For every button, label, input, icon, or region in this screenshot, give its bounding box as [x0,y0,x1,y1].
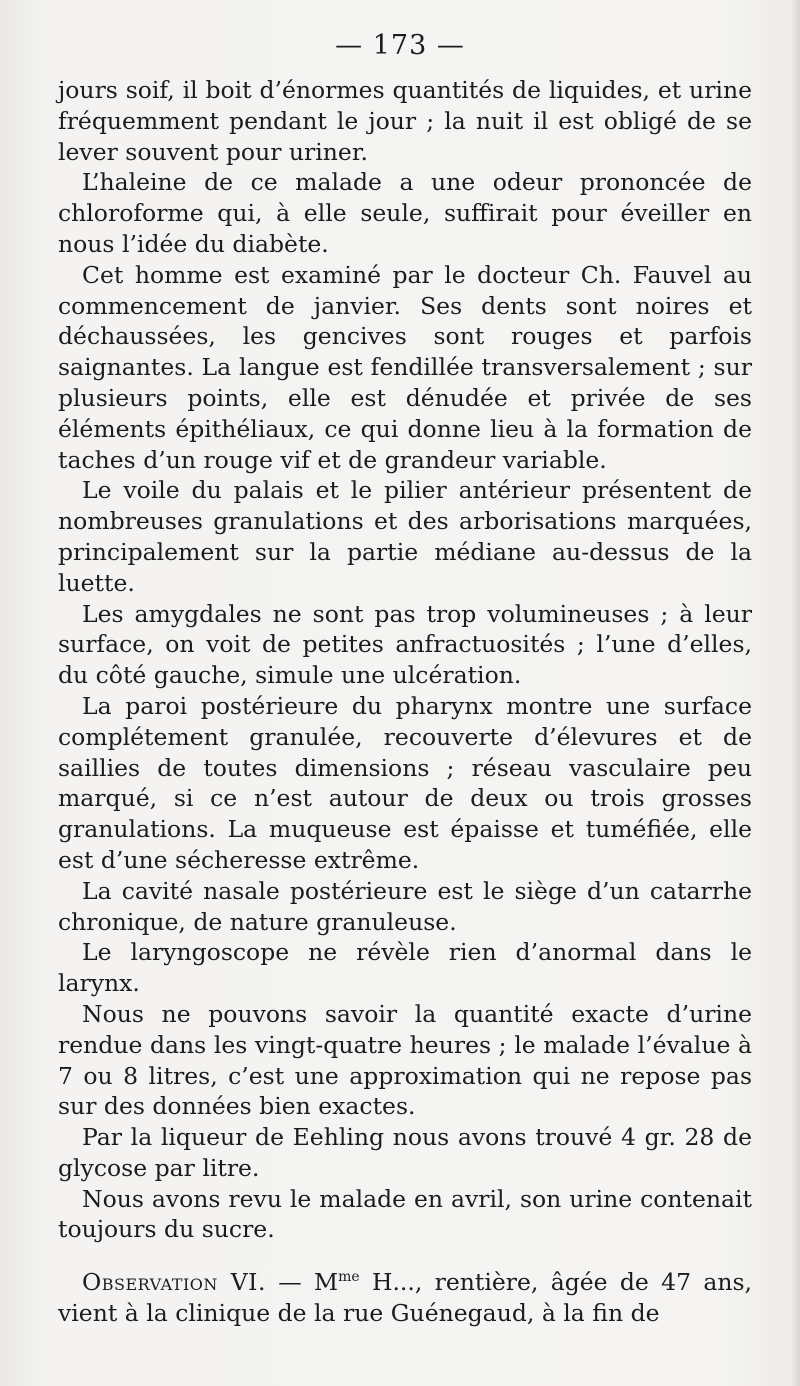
observation-heading: Observation VI. [82,1268,266,1297]
paragraph-8: Le laryngoscope ne révèle rien d’anormal dans le larynx. [58,938,752,998]
paragraph-10: Par la liqueur de Eehling nous avons trouvé 4 gr. 28 de glycose par litre. [58,1123,752,1182]
observation-text: H..., rentière, âgée de 47 ans, vient à la clinique de la rue Guénegaud, à la fin de [58,1268,753,1328]
observation-title-superscript: me [338,1269,360,1286]
paragraph-7: La cavité nasale postérieure est le siège d’un catarrhe chronique, de nature granuleuse. [58,876,752,936]
paragraph-9: Nous ne pouvons savoir la quantité exacte d’urine rendue dans les vingt-quatre heures ; le malade l’évalue à 7 ou 8 litres, c’est une approximation qui ne repose pas sur des données bien exactes. [58,999,752,1121]
page-edge-shadow [790,0,800,1386]
paragraph-3: Cet homme est examiné par le docteur Ch. Fauvel au commencement de janvier. Ses dents sont noires et déchaussées, les gencives sont rouges et parfois saignantes. La langue est fendillée transversalement ; sur plusieurs points, elle est dénudée et privée de ses éléments épithéliaux, ce qui donne lieu à la formation de taches d’un rouge vif et de grandeur variable. [58,260,752,474]
observation-title-prefix: M [314,1268,339,1297]
body-text [58,75,752,1329]
paragraph-11: Nous avons revu le malade en avril, son urine contenait toujours du sucre. [58,1184,752,1244]
page-number: — 173 — [335,30,465,61]
paragraph-6: La paroi postérieure du pharynx montre une surface complétement granulée, recouverte d’élevures et de saillies de toutes dimensions ; réseau vasculaire peu marqué, si ce n’est autour de deux ou trois grosses granulations. La muqueuse est épaisse et tuméfiée, elle est d’une sécheresse extrême. [58,691,752,874]
observation-dash: — [265,1268,315,1297]
paragraph-5: Les amygdales ne sont pas trop volumineuses ; à leur surface, on voit de petites anfractuosités ; l’une d’elles, du côté gauche, simule une ulcération. [58,599,752,690]
paragraph-2: L’haleine de ce malade a une odeur prononcée de chloroforme qui, à elle seule, suffirait pour éveiller en nous l’idée du diabète. [58,168,752,258]
observation-paragraph [58,1267,752,1329]
paragraph-4: Le voile du palais et le pilier antérieur présentent de nombreuses granulations et des arborisations marquées, principalement sur la partie médiane au-dessus de la luette. [58,476,752,597]
paragraph-1: jours soif, il boit d’énormes quantités de liquides, et urine fréquemment pendant le jour ; la nuit il est obligé de se lever souvent pour uriner. [58,76,752,166]
